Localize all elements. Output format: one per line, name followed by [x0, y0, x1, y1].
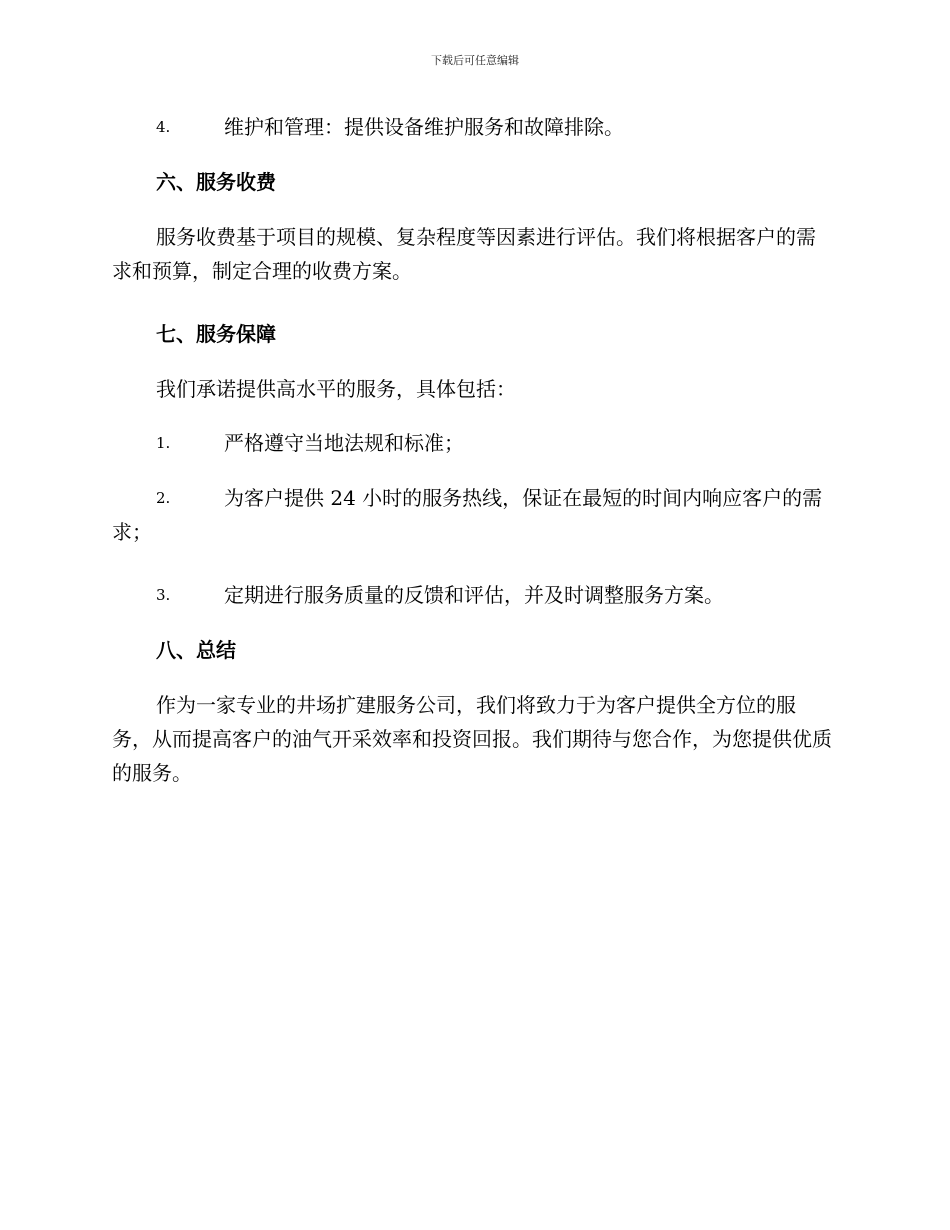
list-number: 4. [156, 118, 171, 136]
list-item-3 [112, 578, 832, 612]
section-8-paragraph: 作为一家专业的井场扩建服务公司，我们将致力于为客户提供全方位的服务，从而提高客户的油气开采效率和投资回报。我们期待与您合作，为您提供优质的服务。 [112, 693, 832, 785]
list-item-2 [112, 481, 832, 549]
list-text: 维护和管理：提供设备维护服务和故障排除。 [224, 115, 624, 139]
list-number: 2. [156, 489, 171, 507]
list-number: 1. [156, 434, 171, 452]
section-8-heading: 八、总结 [156, 638, 236, 662]
list-item-4 [112, 110, 832, 144]
section-7-heading: 七、服务保障 [156, 322, 276, 346]
section-7-intro: 我们承诺提供高水平的服务，具体包括： [156, 377, 516, 401]
list-item-1 [112, 426, 832, 460]
section-6-paragraph: 服务收费基于项目的规模、复杂程度等因素进行评估。我们将根据客户的需求和预算，制定合理的收费方案。 [112, 225, 816, 283]
list-text: 为客户提供 24 小时的服务热线，保证在最短的时间内响应客户的需求； [112, 486, 823, 544]
list-text: 定期进行服务质量的反馈和评估，并及时调整服务方案。 [224, 583, 724, 607]
page-header-note: 下载后可任意编辑 [431, 54, 519, 67]
list-text: 严格遵守当地法规和标准； [224, 431, 464, 455]
section-6-heading: 六、服务收费 [156, 170, 276, 194]
list-number: 3. [156, 586, 171, 604]
